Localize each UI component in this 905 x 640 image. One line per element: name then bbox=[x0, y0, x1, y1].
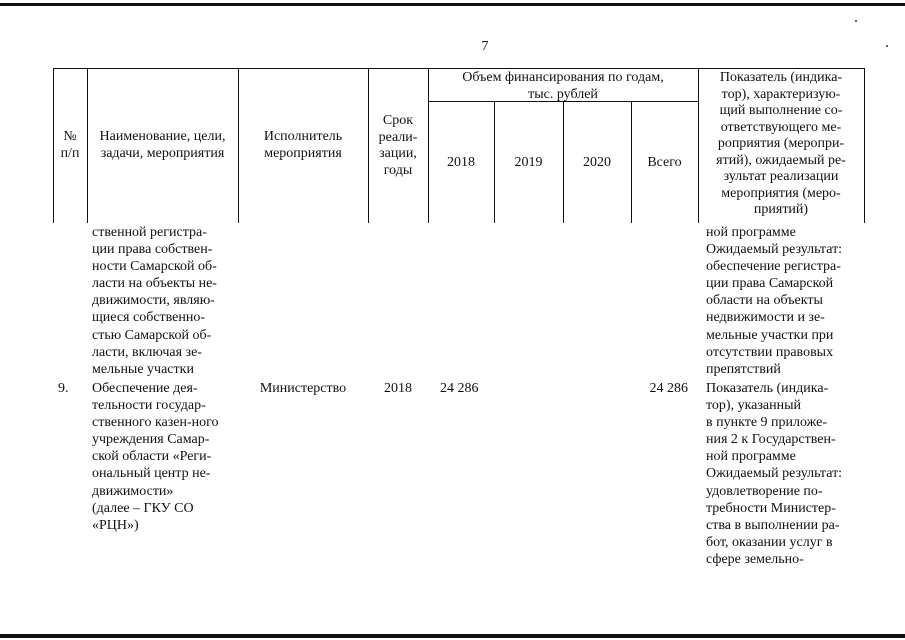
continued-indicator-text: ной программе Ожидаемый результат: обеспечение регистра- ции права Самарской области на объекты недвижимости и зе- мельные участки при отсутствии правовых препятствий bbox=[706, 225, 843, 377]
header-funding-group: Объем финансирования по годам, тыс. рублей bbox=[462, 70, 664, 102]
continued-name-text: ственной регистра- ции права собствен- ности Самарской об- ласти на объекты не- движимости, являю- щиеся собственно- стью Самарской об- ласти, включая зе- мельные участки bbox=[92, 225, 217, 377]
header-executor: Исполнитель мероприятия bbox=[263, 129, 343, 161]
scan-speck bbox=[886, 45, 888, 47]
top-border-line bbox=[0, 3, 905, 6]
row-name: Обеспечение дея- тельности государ- ственного казен-ного учреждения Самар- ской области «Реги- ональный центр не- движимости» (далее – ГКУ СО «РЦН») bbox=[92, 381, 219, 533]
scan-speck bbox=[855, 20, 857, 22]
row-indicator: Показатель (индика- тор), указанный в пункте 9 приложе- ния 2 к Государствен- ной программе Ожидаемый результат: удовлетворение по- требности Министер- ства в выполнении ра- бот, оказании услуг в сфере земельно- bbox=[706, 381, 843, 567]
row-executor: Министерство bbox=[259, 381, 347, 396]
header-number: № п/п bbox=[60, 129, 80, 161]
header-term: Срок реали- зации, годы bbox=[378, 113, 418, 178]
header-year-2020: 2020 bbox=[583, 155, 611, 170]
bottom-border-line bbox=[0, 634, 905, 638]
header-name: Наименование, цели, задачи, мероприятия bbox=[99, 129, 226, 161]
header-year-2019: 2019 bbox=[514, 155, 543, 170]
header-year-2018: 2018 bbox=[447, 155, 475, 170]
header-indicator: Показатель (индика- тор), характеризую- щий выполнение со- ответствующего ме- роприятия (меропри- ятий), ожидаемый ре- зультат реализации мероприятия (меро- приятий) bbox=[716, 70, 846, 217]
row-number: 9. bbox=[58, 381, 69, 396]
page-number: 7 bbox=[481, 39, 489, 54]
row-term: 2018 bbox=[384, 381, 412, 396]
row-funding-2018: 24 286 bbox=[440, 381, 479, 396]
row-funding-total: 24 286 bbox=[649, 381, 688, 396]
header-total: Всего bbox=[647, 155, 682, 170]
